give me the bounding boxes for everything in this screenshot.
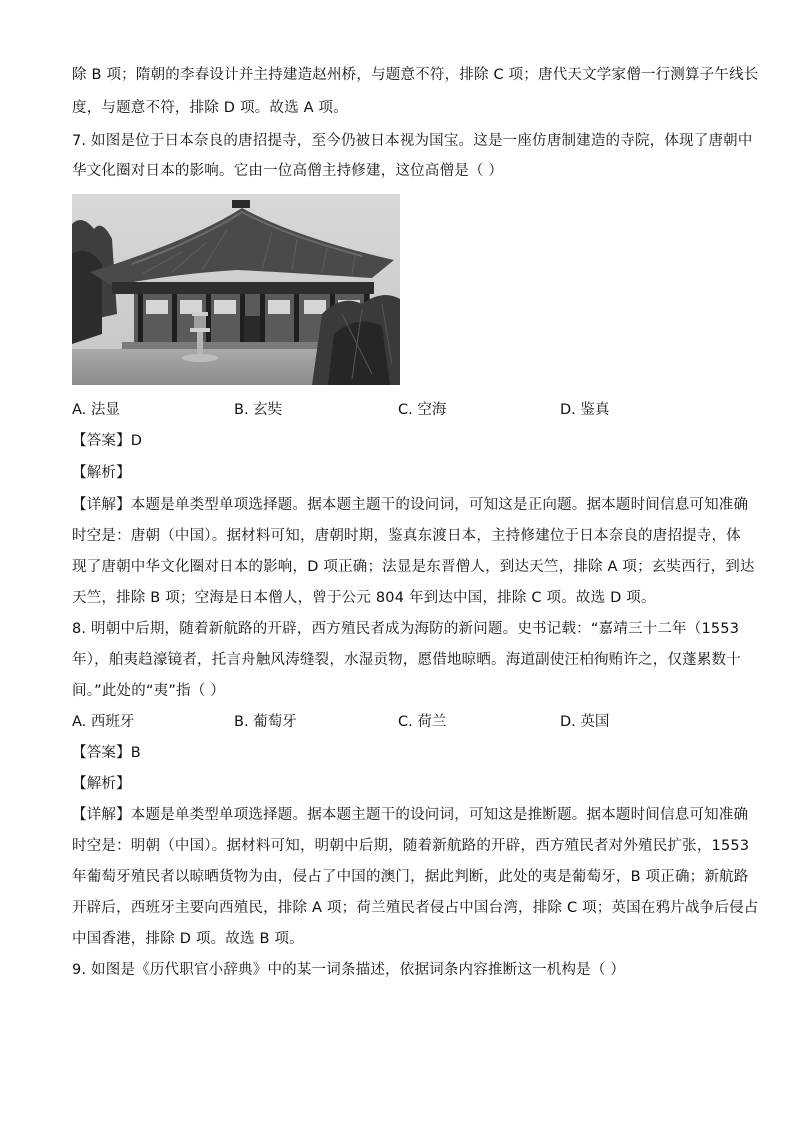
option-d: D. 英国: [560, 714, 610, 730]
question-7-text: 7. 如图是位于日本奈良的唐招提寺，至今仍被日本视为国宝。这是一座仿唐制建造的寺院，体现了唐朝中: [72, 133, 753, 149]
analysis-label: 【解析】: [72, 465, 131, 481]
detail-line: 中国香港，排除 D 项。故选 B 项。: [72, 931, 304, 947]
option-d: D. 鉴真: [560, 402, 610, 418]
temple-photo: [72, 194, 400, 385]
detail-line: 现了唐朝中华文化圈对日本的影响，D 项正确；法显是东晋僧人，到达天竺，排除 A 项；玄奘西行，到达: [72, 559, 755, 575]
text-line: 除 B 项；隋朝的李春设计并主持建造赵州桥，与题意不符，排除 C 项；唐代天文学家僧一行测算子午线长: [72, 67, 759, 83]
detail-line: 开辟后，西班牙主要向西殖民，排除 A 项；荷兰殖民者侵占中国台湾，排除 C 项；英国在鸦片战争后侵占: [72, 900, 759, 916]
question-9-text: 9. 如图是《历代职官小辞典》中的某一词条描述，依据词条内容推断这一机构是（ ）: [72, 962, 626, 978]
question-8-text: 8. 明朝中后期，随着新航路的开辟，西方殖民者成为海防的新问题。史书记载：“嘉靖三十二年（1553: [72, 621, 740, 637]
detail-line: 时空是：明朝（中国）。据材料可知，明朝中后期，随着新航路的开辟，西方殖民者对外殖民扩张，1553: [72, 838, 750, 854]
option-c: C. 荷兰: [398, 714, 447, 730]
option-b: B. 葡萄牙: [234, 714, 297, 730]
detail-line: 年葡萄牙殖民者以晾晒货物为由，侵占了中国的澳门，据此判断，此处的夷是葡萄牙，B 项正确；新航路: [72, 869, 749, 885]
answer-label: 【答案】D: [72, 433, 143, 449]
text-line: 度，与题意不符，排除 D 项。故选 A 项。: [72, 100, 348, 116]
option-a: A. 法显: [72, 402, 120, 418]
detail-line: 时空是：唐朝（中国）。据材料可知，唐朝时期，鉴真东渡日本，主持修建位于日本奈良的唐招提寺，体: [72, 528, 741, 544]
question-8-text: 间。”此处的“夷”指（ ）: [72, 683, 225, 699]
option-b: B. 玄奘: [234, 402, 283, 418]
question-8-text: 年），舶夷趋濠镜者，托言舟触风涛缝裂，水湿贡物，愿借地晾晒。海道副使汪柏徇贿许之，仅蓬累数十: [72, 652, 741, 668]
option-c: C. 空海: [398, 402, 447, 418]
option-a: A. 西班牙: [72, 714, 135, 730]
detail-line: 【详解】本题是单类型单项选择题。据本题主题干的设问词，可知这是推断题。据本题时间信息可知准确: [72, 807, 749, 823]
detail-line: 【详解】本题是单类型单项选择题。据本题主题干的设问词，可知这是正向题。据本题时间信息可知准确: [72, 497, 749, 513]
detail-line: 天竺，排除 B 项；空海是日本僧人，曾于公元 804 年到达中国，排除 C 项。故选 D 项。: [72, 590, 656, 606]
analysis-label: 【解析】: [72, 776, 131, 792]
question-7-text: 华文化圈对日本的影响。它由一位高僧主持修建，这位高僧是（ ）: [72, 163, 504, 179]
answer-label: 【答案】B: [72, 745, 141, 761]
